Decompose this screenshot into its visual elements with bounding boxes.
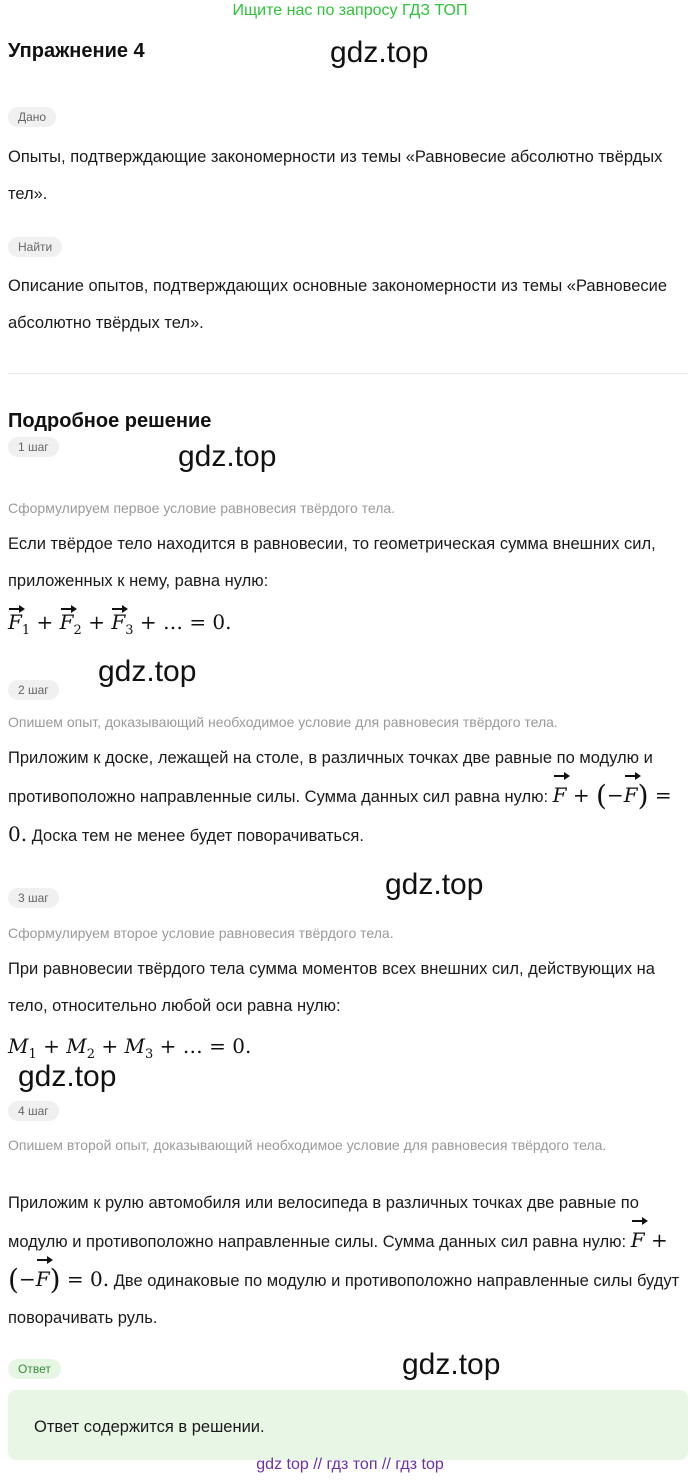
formula-opposite-forces: F + (−F) = 0. bbox=[8, 779, 672, 846]
watermark: gdz.top bbox=[18, 1060, 117, 1093]
formula-moments-sum: $M_1 + M_2 + M_3$ + … = 0. bbox=[8, 1034, 252, 1062]
step-text: Приложим к рулю автомобиля или велосипеда в различных точках две равные по модулю и противоположно направленные силы. Сумма данных сил равна нулю: F + (−F) = 0. Две одинаковые по модулю и противоположно направленные силы будут поворачивать руль. bbox=[8, 1194, 680, 1327]
step-text: Приложим к доске, лежащей на столе, в различных точках две равные по модулю и противоположно направленные силы. Сумма данных сил равна нулю: F + (−F) = 0. Доска тем не менее будет поворачиваться. bbox=[8, 749, 672, 846]
watermark: gdz.top bbox=[402, 1348, 501, 1381]
step-hint: Опишем опыт, доказывающий необходимое условие для равновесия твёрдого тела. bbox=[8, 714, 558, 730]
divider bbox=[8, 373, 688, 374]
answer-text: Ответ содержится в решении. bbox=[34, 1418, 265, 1436]
step-hint: Сформулируем первое условие равновесия твёрдого тела. bbox=[8, 500, 396, 516]
step-label: 3 шаг bbox=[8, 888, 59, 908]
given-text: Опыты, подтверждающие закономерности из темы «Равновесие абсолютно твёрдых тел». bbox=[8, 148, 663, 203]
watermark: gdz.top bbox=[98, 655, 197, 688]
formula-forces-sum: $F_1 + F_2 + F_3$ + … = 0. bbox=[8, 610, 232, 638]
search-banner: Ищите нас по запросу ГДЗ ТОП bbox=[232, 2, 468, 19]
find-label: Найти bbox=[8, 237, 62, 257]
solution-heading: Подробное решение bbox=[8, 410, 212, 432]
formula-opposite-forces: F + (−F) = 0. bbox=[8, 1228, 668, 1291]
find-text: Описание опытов, подтверждающих основные закономерности из темы «Равновесие абсолютно твёрдых тел». bbox=[8, 277, 668, 332]
step-hint: Сформулируем второе условие равновесия твёрдого тела. bbox=[8, 925, 394, 941]
step-label: 2 шаг bbox=[8, 680, 59, 700]
watermark: gdz.top bbox=[385, 868, 484, 901]
page-title: Упражнение 4 bbox=[8, 40, 145, 62]
watermark: gdz.top bbox=[330, 36, 429, 69]
given-label: Дано bbox=[8, 107, 56, 127]
step-text: Если твёрдое тело находится в равновесии, то геометрическая сумма внешних сил, приложенных к нему, равна нулю: bbox=[8, 535, 656, 590]
step-label: 1 шаг bbox=[8, 437, 59, 457]
step-label: 4 шаг bbox=[8, 1101, 59, 1121]
footer-links[interactable]: gdz top // гдз топ // гдз top bbox=[256, 1456, 444, 1473]
step-text: При равновесии твёрдого тела сумма моментов всех внешних сил, действующих на тело, относительно любой оси равна нулю: bbox=[8, 960, 655, 1015]
answer-label: Ответ bbox=[8, 1359, 61, 1379]
step-hint: Опишем второй опыт, доказывающий необходимое условие для равновесия твёрдого тела. bbox=[8, 1137, 607, 1153]
watermark: gdz.top bbox=[178, 440, 277, 473]
